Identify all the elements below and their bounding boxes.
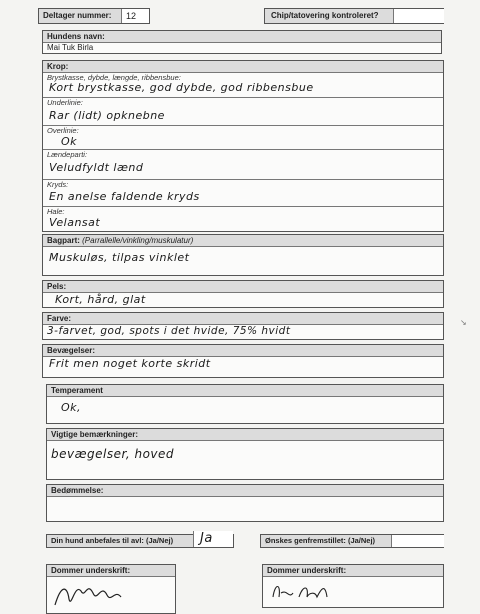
croup-label: Kryds: xyxy=(47,180,69,189)
reshow-value xyxy=(391,535,444,547)
topline-value: Ok xyxy=(61,135,78,148)
hindquarters-header xyxy=(43,235,443,247)
underline-label: Underlinie: xyxy=(47,98,83,107)
divider xyxy=(43,206,443,207)
remarks-value: bevægelser, hoved xyxy=(51,447,175,461)
signature-scribble xyxy=(51,579,131,609)
judge-signature-left-label: Dommer underskrift: xyxy=(47,565,175,577)
color-value: 3-farvet, god, spots i det hvide, 75% hvidt xyxy=(47,325,291,337)
judgement-section xyxy=(46,484,444,522)
judge-signature-right-label: Dommer underskrift: xyxy=(263,565,443,577)
movement-label: Bevægelser: xyxy=(43,345,443,357)
croup-value: En anelse faldende kryds xyxy=(49,190,200,203)
movement-section xyxy=(42,344,444,378)
participant-number-box xyxy=(38,8,150,24)
breeding-recommendation-label: Din hund anbefales til avl: (Ja/Nej) xyxy=(51,536,174,545)
coat-value: Kort, hård, glat xyxy=(55,293,146,306)
hindquarters-sublabel: (Parrallelle/vinkling/muskulatur) xyxy=(82,236,194,245)
movement-value: Frit men noget korte skridt xyxy=(49,357,211,370)
dog-name-label: Hundens navn: xyxy=(43,31,441,43)
chip-check-label: Chip/tatovering kontroleret? xyxy=(271,11,379,20)
underline-value: Rar (lidt) opknebne xyxy=(49,109,165,122)
chip-check-answer xyxy=(393,9,444,23)
tail-label: Hale: xyxy=(47,207,65,216)
coat-label: Pels: xyxy=(43,281,443,293)
color-label: Farve: xyxy=(43,313,443,325)
judge-signature-left xyxy=(46,564,176,614)
chest-value: Kort brystkasse, god dybde, god ribbensbue xyxy=(49,81,314,94)
remarks-label: Vigtige bemærkninger: xyxy=(47,429,443,441)
coat-section xyxy=(42,280,444,308)
hindquarters-label: Bagpart: xyxy=(47,236,80,245)
tail-value: Velansat xyxy=(49,216,101,229)
temperament-section xyxy=(46,384,444,424)
temperament-label: Temperament xyxy=(47,385,443,397)
hindquarters-value: Muskuløs, tilpas vinklet xyxy=(49,251,190,264)
judge-signature-right xyxy=(262,564,444,608)
dog-name-section xyxy=(42,30,442,54)
participant-number-value: 12 xyxy=(121,9,149,23)
dog-name-value: Mai Tuk Birla xyxy=(47,43,94,52)
body-title: Krop: xyxy=(43,61,443,73)
participant-number-label: Deltager nummer: xyxy=(43,11,112,20)
divider xyxy=(43,149,443,150)
chip-check-box xyxy=(264,8,444,24)
remarks-section xyxy=(46,428,444,480)
signature-scribble xyxy=(269,579,339,605)
judgement-label: Bedømmelse: xyxy=(47,485,443,497)
color-section xyxy=(42,312,444,340)
breeding-recommendation-value: Ja xyxy=(193,531,233,547)
divider xyxy=(43,179,443,180)
divider xyxy=(43,97,443,98)
chest-label: Brystkasse, dybde, længde, ribbensbue: xyxy=(47,73,181,82)
reshow-box xyxy=(260,534,444,548)
hindquarters-section xyxy=(42,234,444,276)
loin-label: Lændeparti: xyxy=(47,150,88,159)
body-section xyxy=(42,60,444,232)
reshow-label: Ønskes genfremstillet: (Ja/Nej) xyxy=(265,536,376,545)
topline-label: Overlinie: xyxy=(47,126,79,135)
margin-mark: ↘ xyxy=(460,318,467,327)
temperament-value: Ok, xyxy=(61,401,82,414)
breeding-recommendation-box xyxy=(46,531,234,548)
loin-value: Veludfyldt lænd xyxy=(49,161,144,174)
divider xyxy=(43,125,443,126)
